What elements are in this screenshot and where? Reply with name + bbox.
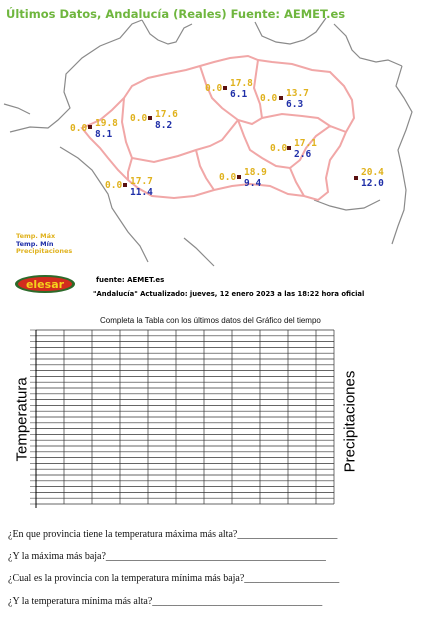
station-6-prec: 0.0 bbox=[105, 180, 123, 191]
station-6-marker bbox=[123, 183, 127, 187]
station-2-min: 8.2 bbox=[155, 120, 173, 131]
updated-label: "Andalucía" Actualizado: jueves, 12 enero 2023 a las 18:22 hora oficial bbox=[93, 290, 365, 298]
question-2: ¿Y la máxima más baja?____________________________________________ bbox=[8, 551, 326, 562]
station-1-max: 19.8 bbox=[95, 118, 118, 129]
legend-prec: Precipitaciones bbox=[16, 247, 73, 255]
station-4-min: 6.3 bbox=[286, 99, 304, 110]
station-3-max: 17.8 bbox=[230, 78, 253, 89]
station-7-min: 9.4 bbox=[244, 178, 262, 189]
station-6-min: 11.4 bbox=[130, 187, 153, 198]
station-7-max: 18.9 bbox=[244, 167, 267, 178]
station-1-marker bbox=[88, 125, 92, 129]
question-4: ¿Y la temperatura mínima más alta?__________________________________ bbox=[8, 596, 323, 607]
station-5-min: 2.6 bbox=[294, 149, 312, 160]
station-4-marker bbox=[279, 96, 283, 100]
station-3-prec: 0.0 bbox=[205, 83, 223, 94]
page-title: Últimos Datos, Andalucía (Reales) Fuente: AEMET.es bbox=[6, 7, 346, 21]
legend-max: Temp. Máx bbox=[16, 232, 56, 240]
right-axis-label: Precipitaciones bbox=[341, 370, 359, 473]
station-2-marker bbox=[148, 116, 152, 120]
station-4-max: 13.7 bbox=[286, 88, 309, 99]
station-5-prec: 0.0 bbox=[270, 143, 288, 154]
station-8-max: 20.4 bbox=[361, 167, 384, 178]
worksheet-grid bbox=[28, 328, 338, 508]
station-1-prec: 0.0 bbox=[70, 123, 88, 134]
station-5-max: 17.1 bbox=[294, 138, 317, 149]
source-label: fuente: AEMET.es bbox=[96, 276, 165, 284]
station-2-max: 17.6 bbox=[155, 109, 178, 120]
station-5-marker bbox=[287, 146, 291, 150]
station-3-marker bbox=[223, 86, 227, 90]
question-1: ¿En que provincia tiene la temperatura máxima más alta?____________________ bbox=[8, 529, 338, 540]
station-7-prec: 0.0 bbox=[219, 172, 237, 183]
station-4-prec: 0.0 bbox=[260, 93, 278, 104]
station-1-min: 8.1 bbox=[95, 129, 113, 140]
question-3: ¿Cual es la provincia con la temperatura mínima más baja?___________________ bbox=[8, 573, 340, 584]
map-legend bbox=[16, 233, 72, 256]
station-6-max: 17.7 bbox=[130, 176, 153, 187]
station-2-prec: 0.0 bbox=[130, 113, 148, 124]
station-3-min: 6.1 bbox=[230, 89, 248, 100]
andalucia-map bbox=[0, 0, 447, 270]
elesar-logo bbox=[14, 274, 76, 294]
left-axis-label: Temperatura bbox=[13, 377, 31, 462]
svg-text:elesar: elesar bbox=[25, 278, 65, 291]
worksheet-caption: Completa la Tabla con los últimos datos del Gráfico del tiempo bbox=[100, 316, 321, 325]
station-8-marker bbox=[354, 176, 358, 180]
station-7-marker bbox=[237, 175, 241, 179]
station-8-min: 12.0 bbox=[361, 178, 384, 189]
legend-min: Temp. Mín bbox=[16, 239, 54, 248]
